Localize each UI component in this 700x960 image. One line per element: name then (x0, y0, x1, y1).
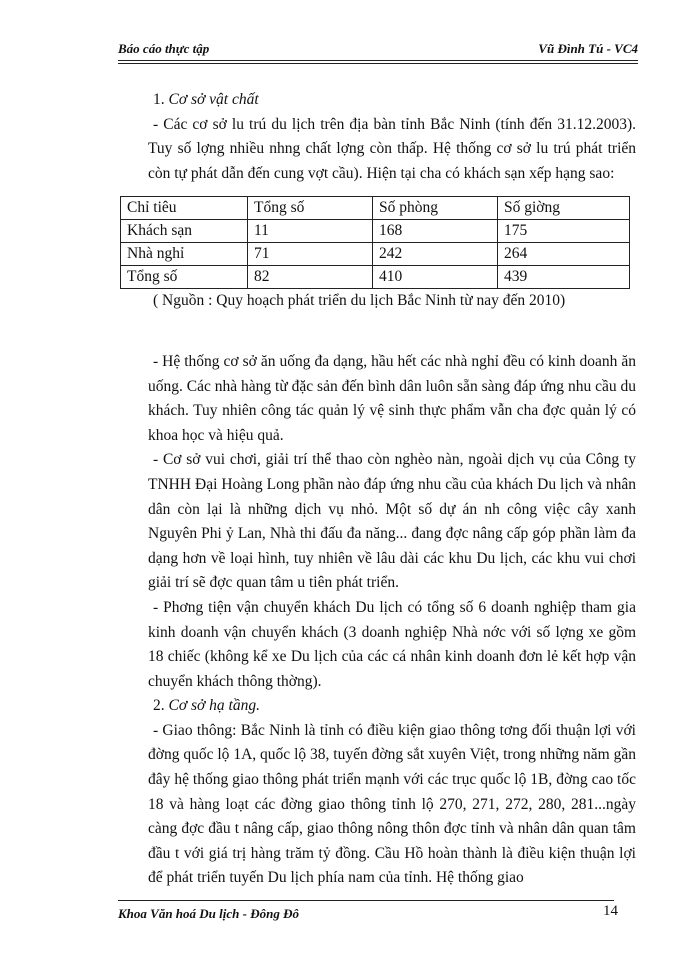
page-footer (118, 900, 618, 928)
table-row (121, 243, 630, 266)
table-cell: Nhà nghỉ (121, 243, 248, 266)
paragraph-traffic: - Giao thông: Bắc Ninh là tỉnh có điều kiện giao thông tơng đối thuận lợi với đờng quốc lộ 1A, quốc lộ 38, tuyến đờng sắt xuyên Việt, trong những năm gần đây hệ thống giao thông phát triển mạnh với các trục quốc lộ 1B, đờng cao tốc 18 và hàng loạt các đờng giao thông tỉnh lộ 270, 271, 272, 280, 281...ngày càng đợc đầu t nâng cấp, giao thông nông thôn đợc tỉnh và nhân dân quan tâm đầu t với giá trị hàng trăm tỷ đồng. Cầu Hồ hoàn thành là điều kiện thuận lợi để phát triển tuyến Du lịch phía nam của tỉnh. Hệ thống giao (148, 721, 636, 887)
table-cell: 71 (248, 243, 373, 266)
table-header-cell: Tổng số (248, 197, 373, 220)
table-cell: Tổng số (121, 266, 248, 289)
table-cell: 175 (498, 220, 630, 243)
paragraph-dining: - Hệ thống cơ sở ăn uống đa dạng, hầu hết các nhà nghỉ đều có kinh doanh ăn uống. Các nhà hàng từ đặc sản đến bình dân luôn sẵn sàng đáp ứng nhu cầu du khách. Tuy nhiên công tác quản lý vệ sinh thực phẩm vẫn cha đợc quản lý có khoa học và hiệu quả. (148, 352, 636, 444)
footer-rule (118, 900, 614, 901)
table-header-row (121, 197, 630, 220)
section-heading-1 (148, 88, 636, 113)
page-body (127, 88, 636, 891)
page-header (118, 38, 638, 62)
table-cell: 11 (248, 220, 373, 243)
section-title: Cơ sở vật chất (168, 91, 259, 108)
table-header-cell: Số phòng (373, 197, 498, 220)
accommodation-table (120, 196, 630, 289)
section-number: 2. (153, 697, 165, 715)
table-header-cell: Số giờng (498, 197, 630, 220)
page-number: 14 (603, 903, 618, 919)
table-row (121, 266, 630, 289)
table-cell: 264 (498, 243, 630, 266)
footer-faculty: Khoa Văn hoá Du lịch - Đông Đô (118, 906, 299, 921)
table-header-cell: Chỉ tiêu (121, 197, 248, 220)
table-cell: 439 (498, 266, 630, 289)
paragraph-transport: - Phơng tiện vận chuyển khách Du lịch có tổng số 6 doanh nghiệp tham gia kinh doanh vận chuyển khách (3 doanh nghiệp Nhà nớc với số lợng xe gồm 18 chiếc (không kể xe Du lịch của các cá nhân kinh doanh đơn lẻ kết hợp vận chuyển khách thông thờng). (148, 598, 636, 690)
table-cell: 168 (373, 220, 498, 243)
spacer (148, 314, 636, 350)
table-cell: 242 (373, 243, 498, 266)
section-number: 1. (153, 91, 165, 108)
header-rule (118, 60, 638, 61)
table-row (121, 220, 630, 243)
paragraph-accommodation: - Các cơ sở lu trú du lịch trên địa bàn tỉnh Bắc Ninh (tính đến 31.12.2003). Tuy số lợng nhiều nhng chất lợng còn thấp. Hệ thống cơ sở lu trú phát triển còn tự phát dẫn đến cung vợt cầu). Hiện tại cha có khách sạn xếp hạng sao: (148, 115, 636, 182)
header-author: Vũ Đình Tú - VC4 (538, 41, 638, 56)
table-cell: 82 (248, 266, 373, 289)
paragraph-entertainment: - Cơ sở vui chơi, giải trí thể thao còn nghèo nàn, ngoài dịch vụ của Công ty TNHH Đại Hoàng Long phần nào đáp ứng nhu cầu của khách Du lịch và nhân dân còn lại là những dịch vụ nhỏ. Một số dự án nh công việc cây xanh Nguyên Phi ỷ Lan, Nhà thi đấu đa năng... đang đợc nâng cấp góp phần làm đa dạng hơn về loại hình, tuy nhiên về lâu dài các khu Du lịch, các khu vui chơi giải trí sẽ đợc quan tâm u tiên phát triển. (148, 451, 636, 592)
section-title: Cơ sở hạ tầng. (168, 697, 260, 715)
header-report-title: Báo cáo thực tập (118, 41, 210, 56)
section-heading-2 (148, 694, 636, 719)
table-cell: 410 (373, 266, 498, 289)
table-source-note: ( Nguồn : Quy hoạch phát triển du lịch Bắc Ninh từ nay đến 2010) (153, 292, 566, 310)
header-rule-second (118, 63, 638, 64)
table-cell: Khách sạn (121, 220, 248, 243)
